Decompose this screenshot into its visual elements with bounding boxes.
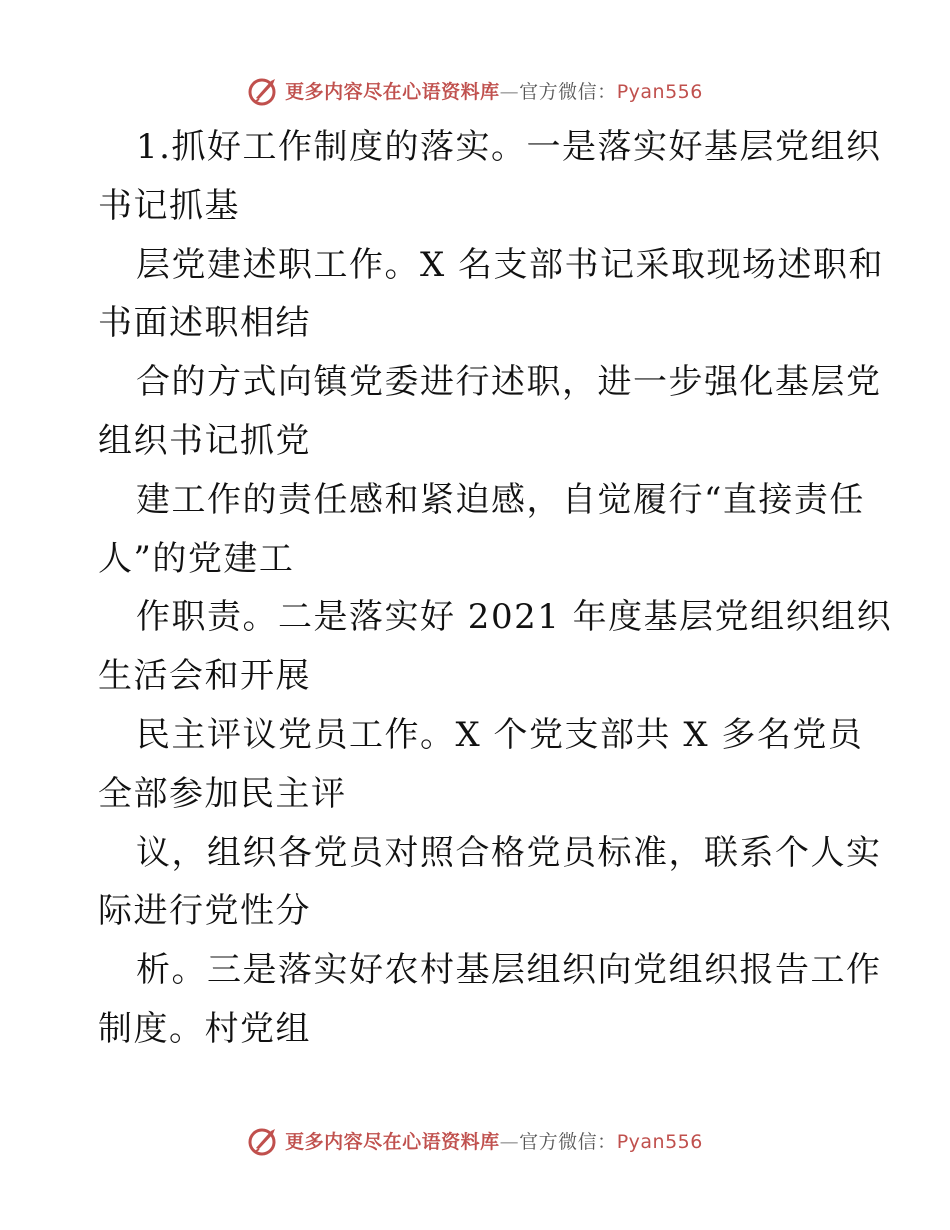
watermark-brand: 更多内容尽在心语资料库 [285, 80, 500, 103]
body-line: 生活会和开展 [98, 656, 311, 697]
watermark-text [285, 77, 703, 104]
body-line: 议，组织各党员对照合格党员标准，联系个人实 [136, 832, 882, 873]
watermark-text [285, 1127, 703, 1154]
watermark-official-label: 官方微信： [519, 1130, 617, 1153]
watermark-official-label: 官方微信： [519, 80, 617, 103]
body-line: 作职责。二是落实好 2021 年度基层党组织组织 [136, 597, 893, 638]
body-line: 析。三是落实好农村基层组织向党组织报告工作 [136, 950, 882, 991]
body-line: 书面述职相结 [98, 303, 311, 344]
body-line: 建工作的责任感和紧迫感，自觉履行“直接责任 [136, 479, 865, 520]
body-line: 际进行党性分 [98, 891, 311, 932]
footer-watermark [0, 1122, 950, 1158]
quill-logo-icon [247, 1123, 281, 1157]
document-body [98, 118, 893, 1059]
body-line: 书记抓基 [98, 185, 240, 226]
quill-logo-icon [247, 73, 281, 107]
watermark-dash: — [499, 80, 520, 103]
body-line: 民主评议党员工作。X 个党支部共 X 多名党员 [136, 714, 864, 755]
body-line: 层党建述职工作。X 名支部书记采取现场述职和 [136, 244, 885, 285]
body-line: 制度。村党组 [98, 1008, 311, 1049]
body-line: 合的方式向镇党委进行述职，进一步强化基层党 [136, 362, 882, 403]
watermark-wechat-id: Pyan556 [616, 1130, 703, 1153]
body-line: 全部参加民主评 [98, 773, 347, 814]
body-line: 1.抓好工作制度的落实。一是落实好基层党组织 [136, 127, 882, 167]
watermark-dash: — [499, 1130, 520, 1153]
watermark-brand: 更多内容尽在心语资料库 [285, 1130, 500, 1153]
header-watermark [0, 72, 950, 108]
watermark-wechat-id: Pyan556 [616, 80, 703, 103]
body-line: 人”的党建工 [98, 538, 295, 579]
body-line: 组织书记抓党 [98, 420, 311, 461]
